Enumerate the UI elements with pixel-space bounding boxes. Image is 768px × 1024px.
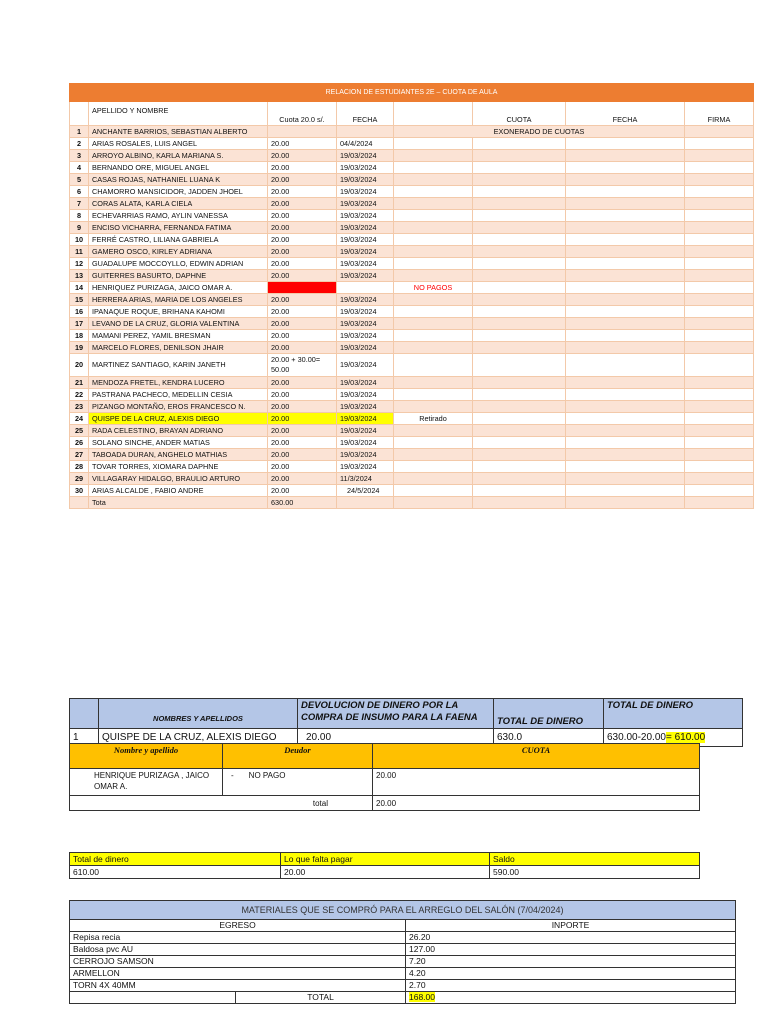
row-note — [394, 186, 473, 198]
table-row — [70, 473, 754, 485]
student-name: CASAS ROJAS, NATHANIEL LUANA K — [89, 174, 268, 186]
row-number: 27 — [70, 449, 89, 461]
payment-date: 19/03/2024 — [337, 294, 394, 306]
row-number: 13 — [70, 270, 89, 282]
materials-total-label: TOTAL — [236, 992, 406, 1004]
table-title: RELACION DE ESTUDIANTES 2E – CUOTA DE AULA — [70, 84, 754, 102]
table-row — [70, 198, 754, 210]
payment-date: 04/4/2024 — [337, 138, 394, 150]
material-amount: 4.20 — [406, 968, 736, 980]
student-name: ANCHANTE BARRIOS, SEBASTIAN ALBERTO — [89, 126, 268, 138]
quota-amount: 20.00 — [268, 306, 337, 318]
row-number: 21 — [70, 377, 89, 389]
row-note — [394, 461, 473, 473]
student-name: ENCISO VICHARRA, FERNANDA FATIMA — [89, 222, 268, 234]
payment-date: 19/03/2024 — [337, 354, 394, 377]
student-name: ARIAS ALCALDE , FABIO ANDRE — [89, 485, 268, 497]
quota-amount: 20.00 — [268, 138, 337, 150]
quota-amount: 20.00 — [268, 198, 337, 210]
material-item: Baldosa pvc AU — [70, 944, 406, 956]
row-note: Retirado — [394, 413, 473, 425]
row-note — [394, 210, 473, 222]
row-note — [394, 449, 473, 461]
balance-total: 610.00 — [70, 866, 281, 879]
row-note — [394, 234, 473, 246]
row-number: 28 — [70, 461, 89, 473]
quota-amount: 20.00 — [268, 413, 337, 425]
header-cuota: CUOTA — [373, 744, 700, 769]
payment-date: 19/03/2024 — [337, 234, 394, 246]
material-amount: 26.20 — [406, 932, 736, 944]
header-total-money: TOTAL DE DINERO — [604, 699, 743, 729]
material-row — [70, 944, 736, 956]
payment-date: 19/03/2024 — [337, 270, 394, 282]
quota-amount: 20.00 — [268, 150, 337, 162]
student-name: GUADALUPE MOCCOYLLO, EDWIN ADRIAN — [89, 258, 268, 270]
quota-amount: 20.00 — [268, 485, 337, 497]
student-name: GUITERRES BASURTO, DAPHNE — [89, 270, 268, 282]
table-row — [70, 354, 754, 377]
row-note — [394, 330, 473, 342]
row-note — [394, 389, 473, 401]
student-name: ARROYO ALBINO, KARLA MARIANA S. — [89, 150, 268, 162]
materials-table — [69, 900, 736, 1004]
payment-date: 19/03/2024 — [337, 461, 394, 473]
row-note: NO PAGOS — [394, 282, 473, 294]
student-name: VILLAGARAY HIDALGO, BRAULIO ARTURO — [89, 473, 268, 485]
row-number: 1 — [70, 729, 99, 747]
header-cuota: CUOTA — [473, 102, 566, 126]
refund-table — [69, 698, 743, 747]
row-note — [394, 318, 473, 330]
header-names: NOMBRES Y APELLIDOS — [99, 699, 298, 729]
header-importe: INPORTE — [406, 920, 736, 932]
material-row — [70, 968, 736, 980]
row-note — [394, 150, 473, 162]
refund-result: = 610.00 — [665, 732, 706, 743]
student-name: PASTRANA PACHECO, MEDELLIN CESIA — [89, 389, 268, 401]
quota-amount: 20.00 — [268, 473, 337, 485]
row-number: 23 — [70, 401, 89, 413]
material-row — [70, 932, 736, 944]
row-number: 9 — [70, 222, 89, 234]
quota-amount: 20.00 — [268, 186, 337, 198]
quota-amount: 20.00 — [268, 377, 337, 389]
table-row — [70, 282, 754, 294]
material-item: ARMELLON — [70, 968, 406, 980]
quota-amount: 20.00 — [268, 258, 337, 270]
table-row — [70, 222, 754, 234]
header-fecha: FECHA — [566, 102, 685, 126]
table-row — [70, 306, 754, 318]
row-note — [394, 246, 473, 258]
table-row — [70, 437, 754, 449]
student-name: TOVAR TORRES, XIOMARA DAPHNE — [89, 461, 268, 473]
payment-date: 19/03/2024 — [337, 425, 394, 437]
payment-date: 19/03/2024 — [337, 150, 394, 162]
row-number: 8 — [70, 210, 89, 222]
balance-missing: 20.00 — [281, 866, 490, 879]
table-row — [70, 330, 754, 342]
materials-total-value: 168.00 — [406, 992, 736, 1004]
table-row — [70, 413, 754, 425]
quota-amount: 20.00 — [268, 330, 337, 342]
quota-amount: 20.00 — [268, 342, 337, 354]
table-row — [70, 449, 754, 461]
student-name: CHAMORRO MANSICIDOR, JADDEN JHOEL — [89, 186, 268, 198]
student-name: BERNANDO ORE, MIGUEL ANGEL — [89, 162, 268, 174]
material-row — [70, 980, 736, 992]
students-quota-table — [69, 83, 754, 509]
header-total-money: Total de dinero — [70, 853, 281, 866]
header-name: APELLIDO Y NOMBRE — [89, 102, 268, 126]
table-row — [70, 258, 754, 270]
material-amount: 2.70 — [406, 980, 736, 992]
row-number: 10 — [70, 234, 89, 246]
payment-date: 19/03/2024 — [337, 437, 394, 449]
quota-amount: 20.00 — [268, 449, 337, 461]
header-debtor: Deudor — [223, 744, 373, 769]
payment-date: 19/03/2024 — [337, 210, 394, 222]
header-debtor-name: Nombre y apellido — [70, 744, 223, 769]
row-number: 20 — [70, 354, 89, 377]
debtor-name: HENRIQUE PURIZAGA , JAICO OMAR A. — [70, 769, 223, 796]
quota-amount: 20.00 — [268, 401, 337, 413]
quota-amount: 20.00 — [268, 234, 337, 246]
student-name: PIZANGO MONTAÑO, EROS FRANCESCO N. — [89, 401, 268, 413]
payment-date: 19/03/2024 — [337, 246, 394, 258]
total-value: 630.00 — [268, 497, 337, 509]
student-name: ECHEVARRIAS RAMO, AYLIN VANESSA — [89, 210, 268, 222]
row-note — [394, 401, 473, 413]
student-name: MAMANI PEREZ, YAMIL BRESMAN — [89, 330, 268, 342]
payment-date: 19/03/2024 — [337, 198, 394, 210]
balance-saldo: 590.00 — [490, 866, 700, 879]
student-name: GAMERO OSCO, KIRLEY ADRIANA — [89, 246, 268, 258]
row-note — [394, 485, 473, 497]
quota-amount: 20.00 — [268, 425, 337, 437]
student-name: TABOADA DURAN, ANGHELO MATHIAS — [89, 449, 268, 461]
row-number: 5 — [70, 174, 89, 186]
total-label: Tota — [89, 497, 268, 509]
material-amount: 127.00 — [406, 944, 736, 956]
row-number: 25 — [70, 425, 89, 437]
row-number: 18 — [70, 330, 89, 342]
material-item: CERROJO SAMSON — [70, 956, 406, 968]
student-name: SOLANO SINCHE, ANDER MATIAS — [89, 437, 268, 449]
material-amount: 7.20 — [406, 956, 736, 968]
row-number: 2 — [70, 138, 89, 150]
payment-date: 19/03/2024 — [337, 377, 394, 389]
balance-table — [69, 852, 700, 879]
table-row — [70, 485, 754, 497]
row-note — [394, 258, 473, 270]
table-row — [70, 389, 754, 401]
quota-amount: 20.00 — [268, 162, 337, 174]
table-row — [70, 186, 754, 198]
student-name: QUISPE DE LA CRUZ, ALEXIS DIEGO — [89, 413, 268, 425]
student-name: HENRIQUEZ PURIZAGA, JAICO OMAR A. — [89, 282, 268, 294]
student-name: LEVANO DE LA CRUZ, GLORIA VALENTINA — [89, 318, 268, 330]
student-name: ARIAS ROSALES, LUIS ANGEL — [89, 138, 268, 150]
payment-date: 19/03/2024 — [337, 306, 394, 318]
row-number: 14 — [70, 282, 89, 294]
header-firma: FIRMA — [685, 102, 754, 126]
payment-date: 19/03/2024 — [337, 389, 394, 401]
payment-date: 19/03/2024 — [337, 318, 394, 330]
quota-amount: 20.00 — [268, 222, 337, 234]
table-row — [70, 246, 754, 258]
payment-date: 19/03/2024 — [337, 162, 394, 174]
row-number: 16 — [70, 306, 89, 318]
row-note — [394, 437, 473, 449]
debtor-total-label: total — [223, 796, 373, 811]
student-name: CORAS ALATA, KARLA CIELA — [89, 198, 268, 210]
table-row — [70, 318, 754, 330]
row-number: 12 — [70, 258, 89, 270]
row-note — [394, 342, 473, 354]
row-number: 15 — [70, 294, 89, 306]
row-number: 11 — [70, 246, 89, 258]
debtor-status: - NO PAGO — [223, 769, 373, 796]
header-date: FECHA — [337, 102, 394, 126]
quota-amount: 20.00 — [268, 294, 337, 306]
table-row — [70, 234, 754, 246]
table-row — [70, 162, 754, 174]
student-name: IPANAQUE ROQUE, BRIHANA KAHOMI — [89, 306, 268, 318]
header-quota-amount: Cuota 20.0 s/. — [268, 102, 337, 126]
row-number: 6 — [70, 186, 89, 198]
row-note — [394, 377, 473, 389]
row-note — [394, 306, 473, 318]
exonerated-note: EXONERADO DE CUOTAS — [394, 126, 685, 138]
table-row — [70, 174, 754, 186]
payment-date: 19/03/2024 — [337, 330, 394, 342]
student-name: MARTINEZ SANTIAGO, KARIN JANETH — [89, 354, 268, 377]
payment-date: 11/3/2024 — [337, 473, 394, 485]
quota-amount — [268, 282, 337, 294]
row-number: 30 — [70, 485, 89, 497]
quota-amount: 20.00 — [268, 389, 337, 401]
row-number: 4 — [70, 162, 89, 174]
row-number: 22 — [70, 389, 89, 401]
student-name: MARCELO FLORES, DENILSON JHAIR — [89, 342, 268, 354]
total-row — [70, 497, 754, 509]
row-number: 19 — [70, 342, 89, 354]
row-number: 29 — [70, 473, 89, 485]
payment-date: 19/03/2024 — [337, 342, 394, 354]
row-note — [394, 174, 473, 186]
quota-amount: 20.00 — [268, 461, 337, 473]
materials-title: MATERIALES QUE SE COMPRÓ PARA EL ARREGLO DEL SALÓN (7/04/2024) — [70, 901, 736, 920]
payment-date: 19/03/2024 — [337, 401, 394, 413]
table-row — [70, 294, 754, 306]
table-row — [70, 270, 754, 282]
table-row — [70, 401, 754, 413]
table-row — [70, 425, 754, 437]
row-number: 17 — [70, 318, 89, 330]
row-note — [394, 425, 473, 437]
quota-amount: 20.00 — [268, 210, 337, 222]
row-number: 3 — [70, 150, 89, 162]
payment-date: 19/03/2024 — [337, 258, 394, 270]
payment-date: 19/03/2024 — [337, 449, 394, 461]
student-name: FERRÉ CASTRO, LILIANA GABRIELA — [89, 234, 268, 246]
debtor-amount: 20.00 — [373, 769, 700, 796]
material-item: TORN 4X 40MM — [70, 980, 406, 992]
refund-total: 630.0 — [494, 729, 604, 747]
quota-amount: 20.00 — [268, 437, 337, 449]
table-row — [70, 126, 754, 138]
payment-date: 19/03/2024 — [337, 186, 394, 198]
payment-date: 19/03/2024 — [337, 222, 394, 234]
quota-amount: 20.00 — [268, 174, 337, 186]
header-egreso: EGRESO — [70, 920, 406, 932]
debtor-total-value: 20.00 — [373, 796, 700, 811]
table-row — [70, 210, 754, 222]
row-number: 1 — [70, 126, 89, 138]
row-number: 26 — [70, 437, 89, 449]
row-note — [394, 198, 473, 210]
materials-total-row — [70, 992, 736, 1004]
row-note — [394, 473, 473, 485]
refund-name: QUISPE DE LA CRUZ, ALEXIS DIEGO — [99, 729, 298, 747]
row-note — [394, 162, 473, 174]
row-note — [394, 138, 473, 150]
payment-date — [337, 282, 394, 294]
header-total: TOTAL DE DINERO — [494, 699, 604, 729]
payment-date: 24/5/2024 — [337, 485, 394, 497]
row-note — [394, 270, 473, 282]
refund-calc: 630.00-20.00= 610.00 — [604, 729, 743, 747]
table-row — [70, 342, 754, 354]
refund-amount: 20.00 — [298, 729, 494, 747]
material-row — [70, 956, 736, 968]
quota-amount: 20.00 — [268, 318, 337, 330]
table-row — [70, 461, 754, 473]
header-refund: DEVOLUCION DE DINERO POR LA COMPRA DE INSUMO PARA LA FAENA — [298, 699, 494, 729]
table-row — [70, 150, 754, 162]
student-name: HERRERA ARIAS, MARIA DE LOS ANGELES — [89, 294, 268, 306]
student-name: MENDOZA FRETEL, KENDRA LUCERO — [89, 377, 268, 389]
row-note — [394, 222, 473, 234]
material-item: Repisa recia — [70, 932, 406, 944]
quota-amount: 20.00 + 30.00= 50.00 — [268, 354, 337, 377]
header-balance: Saldo — [490, 853, 700, 866]
row-note — [394, 294, 473, 306]
debtor-table — [69, 743, 700, 811]
header-missing: Lo que falta pagar — [281, 853, 490, 866]
row-note — [394, 354, 473, 377]
payment-date: 19/03/2024 — [337, 413, 394, 425]
student-name: RADA CELESTINO, BRAYAN ADRIANO — [89, 425, 268, 437]
table-row — [70, 377, 754, 389]
quota-amount: 20.00 — [268, 270, 337, 282]
quota-amount: 20.00 — [268, 246, 337, 258]
table-row — [70, 138, 754, 150]
row-number: 7 — [70, 198, 89, 210]
payment-date: 19/03/2024 — [337, 174, 394, 186]
row-number: 24 — [70, 413, 89, 425]
